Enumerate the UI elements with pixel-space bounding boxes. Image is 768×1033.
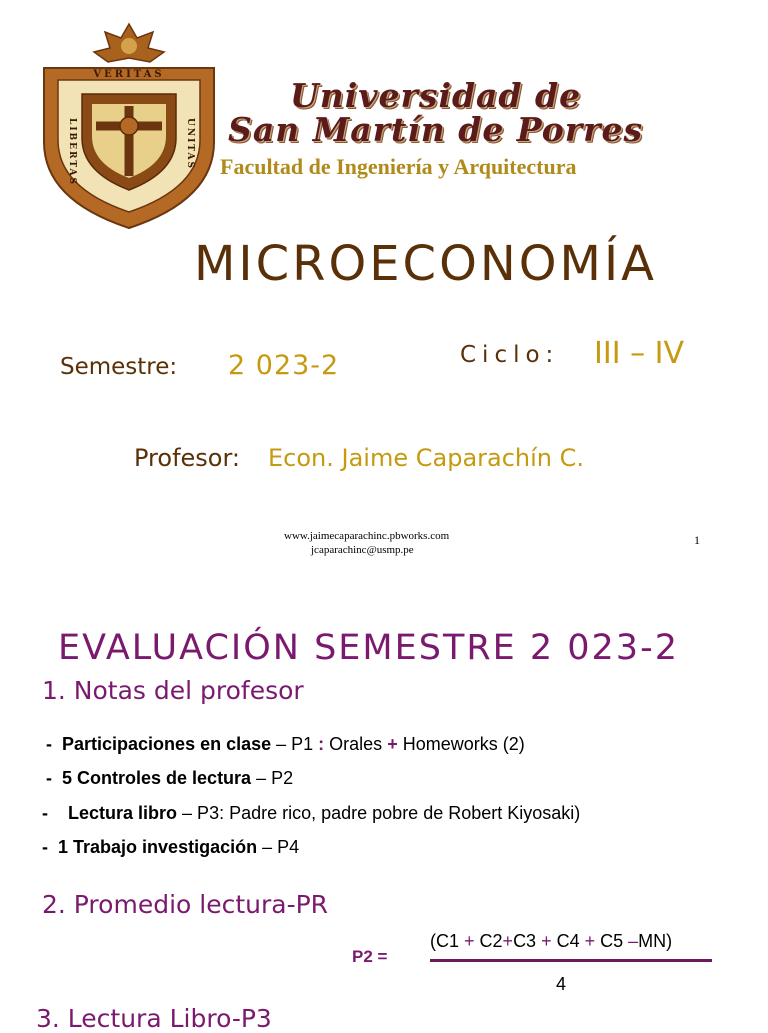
- cycle-value: III – IV: [594, 336, 684, 371]
- cycle-label: Ciclo:: [460, 342, 560, 368]
- item-text: – P1: [271, 734, 319, 754]
- crest-motto-left: LIBERTAS: [67, 118, 77, 187]
- item-text: – P3: Padre rico, padre pobre de Robert Kiyosaki): [177, 803, 581, 823]
- course-title: MICROECONOMÍA: [194, 236, 657, 292]
- university-name-line2: San Martín de Porres: [228, 110, 644, 149]
- minus-sign: –: [628, 931, 639, 951]
- footer-email[interactable]: jcaparachinc@usmp.pe: [311, 544, 414, 556]
- crest-star-icon: [94, 24, 164, 62]
- section3-title: 3. Lectura Libro-P3: [36, 1004, 272, 1033]
- fraction-bar: [430, 959, 712, 962]
- bullet-dash: -: [42, 803, 48, 823]
- formula-term: C2: [474, 931, 503, 951]
- page-number: 1: [694, 533, 700, 547]
- formula-denominator: 4: [556, 974, 567, 994]
- university-name-line1: Universidad de: [290, 76, 582, 115]
- list-item: [42, 803, 580, 824]
- plus-sign: +: [464, 931, 475, 951]
- list-item: [46, 768, 293, 789]
- list-item: [42, 837, 299, 858]
- semester-label: Semestre:: [60, 354, 178, 380]
- item-bold-text: Lectura libro: [68, 803, 178, 823]
- formula-numerator: [430, 931, 672, 952]
- section2-title: 2. Promedio lectura-PR: [42, 890, 329, 919]
- item-text: – P4: [257, 837, 300, 857]
- formula-term: (C1: [430, 931, 465, 951]
- item-text: Orales: [324, 734, 388, 754]
- bullet-dash: -: [46, 734, 52, 754]
- section1-title: 1. Notas del profesor: [42, 676, 304, 705]
- item-bold-text: 1 Trabajo investigación: [58, 837, 258, 857]
- semester-value: 2 023-2: [228, 350, 340, 381]
- formula-term: C3: [513, 931, 542, 951]
- formula-term: C4: [551, 931, 585, 951]
- crest-motto-right: UNITAS: [185, 118, 195, 170]
- plus-sign: +: [541, 931, 552, 951]
- formula-term: C5: [595, 931, 629, 951]
- plus-sign: +: [387, 734, 398, 754]
- item-text: – P2: [251, 768, 294, 788]
- item-bold-text: 5 Controles de lectura: [62, 768, 252, 788]
- formula-term: MN): [638, 931, 673, 951]
- bullet-dash: -: [46, 768, 52, 788]
- plus-sign: +: [502, 931, 514, 951]
- footer-website[interactable]: www.jaimecaparachinc.pbworks.com: [284, 530, 450, 542]
- plus-sign: +: [584, 931, 596, 951]
- professor-label: Profesor:: [134, 444, 241, 472]
- item-colon: :: [318, 734, 325, 754]
- crest-motto-top: VERITAS: [93, 69, 165, 80]
- bullet-dash: -: [42, 837, 48, 857]
- list-item: [46, 734, 525, 755]
- item-bold-text: Participaciones en clase: [62, 734, 272, 754]
- evaluation-title: EVALUACIÓN SEMESTRE 2 023-2: [58, 628, 679, 668]
- faculty-name: Facultad de Ingeniería y Arquitectura: [220, 154, 577, 179]
- university-crest-logo: [36, 22, 222, 232]
- professor-name: Econ. Jaime Caparachín C.: [268, 444, 585, 472]
- formula-label: P2 =: [352, 947, 388, 966]
- item-text: Homeworks (2): [397, 734, 525, 754]
